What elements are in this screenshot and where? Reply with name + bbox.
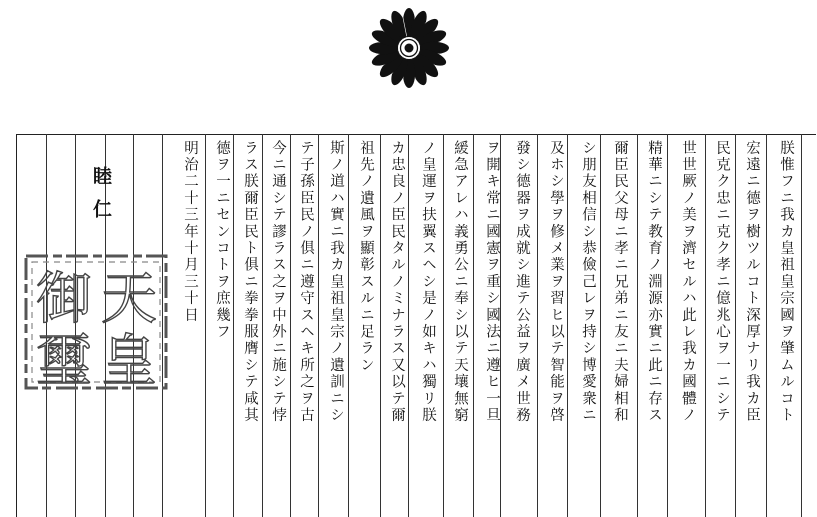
column-rule (705, 134, 706, 517)
svg-text:璽: 璽 (36, 329, 92, 392)
text-column: 朕惟フニ我カ皇祖皇宗國ヲ肇ムルコト (778, 140, 794, 424)
text-column: ノ皇運ヲ扶翼スヘシ是ノ如キハ獨リ朕 (420, 140, 436, 424)
imperial-signature: 睦仁 (90, 166, 112, 232)
svg-text:皇: 皇 (101, 329, 157, 392)
svg-text:御: 御 (36, 267, 92, 332)
text-column: ラス朕爾臣民ト俱ニ拳拳服膺シテ咸其 (242, 140, 258, 424)
text-column: 祖先ノ遺風ヲ顯彰スルニ足ラン (358, 140, 374, 374)
text-column: シ朋友相信シ恭儉己レヲ持シ博愛衆ニ (580, 140, 596, 424)
text-column: カ忠良ノ臣民タルノミナラス又以テ爾 (389, 140, 405, 424)
text-column: 緩急アレハ義勇公ニ奉シ以テ天壤無窮 (452, 140, 468, 424)
text-column: 德ヲ一ニセンコトヲ庶幾フ (214, 140, 230, 341)
text-column: 今ニ通シテ謬ラス之ヲ中外ニ施シテ悖 (270, 140, 286, 424)
text-column: 世世厥ノ美ヲ濟セルハ此レ我カ國體ノ (680, 140, 696, 424)
column-rule (766, 134, 767, 517)
text-column: テ子孫臣民ノ俱ニ遵守スヘキ所之ヲ古 (298, 140, 314, 424)
svg-text:天: 天 (101, 267, 157, 332)
text-column: ヲ開キ常ニ國憲ヲ重シ國法ニ遵ヒ一旦 (484, 140, 500, 424)
text-column: 明治二十三年十月三十日 (182, 140, 198, 324)
text-column: 爾臣民父母ニ孝ニ兄弟ニ友ニ夫婦相和 (612, 140, 628, 424)
column-rule (537, 134, 538, 517)
text-column: 宏遠ニ德ヲ樹ツルコト深厚ナリ我カ臣 (744, 140, 760, 424)
column-rule (443, 134, 444, 517)
text-column: 民克ク忠ニ克ク孝ニ億兆心ヲ一ニシテ (714, 140, 730, 424)
text-column: 及ホシ學ヲ修メ業ヲ習ヒ以テ智能ヲ啓 (548, 140, 564, 424)
chrysanthemum-crest-icon (369, 8, 449, 88)
column-rule (801, 134, 802, 517)
column-rule (380, 134, 381, 517)
text-column: 發シ德器ヲ成就シ進テ公益ヲ廣メ世務 (514, 140, 530, 424)
column-rule (205, 134, 206, 517)
column-rule (637, 134, 638, 517)
text-column: 精華ニシテ教育ノ淵源亦實ニ此ニ存ス (646, 140, 662, 424)
text-column: 斯ノ道ハ實ニ我カ皇祖皇宗ノ遺訓ニシ (328, 140, 344, 424)
imperial-seal-stamp (22, 252, 170, 392)
